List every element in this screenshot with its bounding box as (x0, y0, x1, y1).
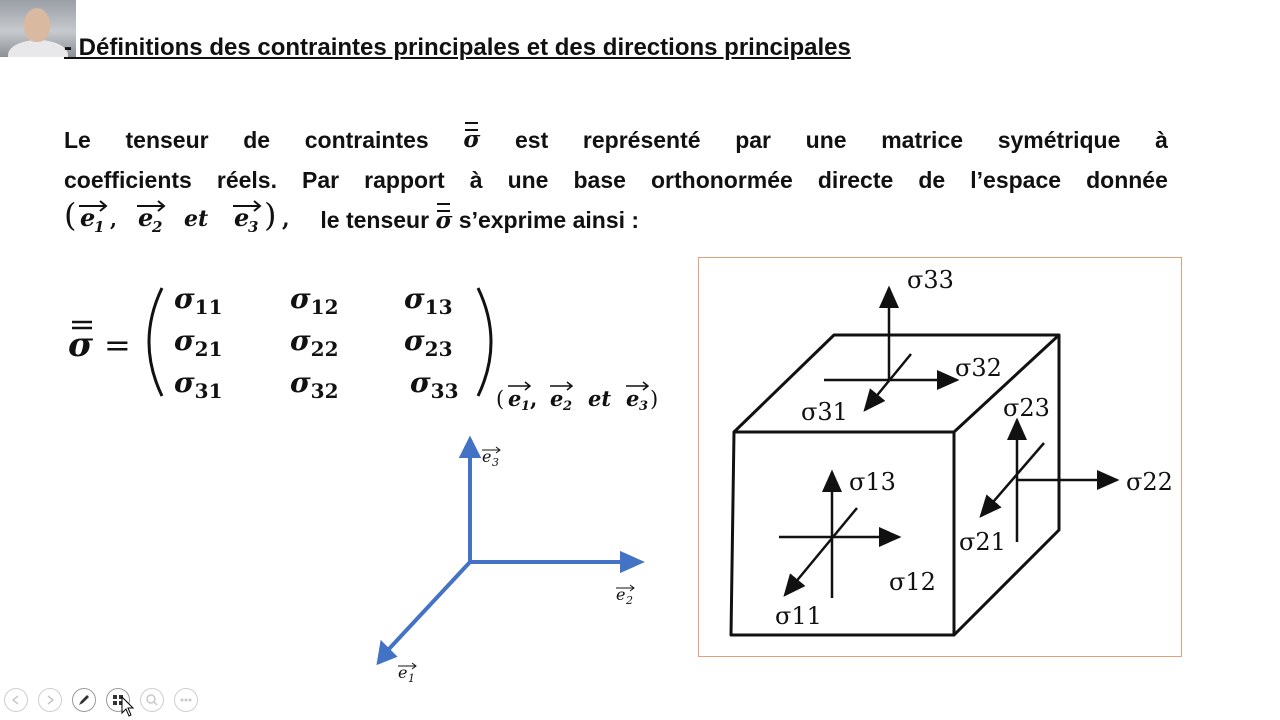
next-icon[interactable] (38, 688, 62, 712)
zoom-icon[interactable] (140, 688, 164, 712)
label-sigma-33: σ33 (907, 266, 954, 294)
svg-text:,: , (282, 205, 290, 232)
label-sigma-31: σ31 (801, 398, 848, 426)
svg-text:3: 3 (492, 456, 499, 469)
slide-title: - Définitions des contraintes principales et des directions principales (64, 34, 851, 61)
svg-text:σ21: $\sigma_{21}$ (174, 324, 223, 361)
svg-text:e: e (626, 386, 640, 411)
stress-tensor-matrix (60, 270, 680, 420)
label-sigma-11: σ11 (775, 602, 822, 630)
svg-text:σ33: $\sigma_{33}$ (410, 366, 459, 403)
svg-text:e: e (398, 663, 408, 682)
paragraph-line-3-end: s’exprime ainsi : (458, 207, 640, 233)
pen-icon[interactable] (72, 688, 96, 712)
svg-text:1: 1 (521, 399, 531, 414)
svg-text:et: et (588, 386, 612, 411)
svg-text:σ22: $\sigma_{22}$ (290, 324, 339, 361)
paragraph-line-2: coefficients réels. Par rapport à une base orthonormée directe de l’espace donnée (64, 167, 1168, 193)
matrix-lhs: σ (68, 325, 94, 365)
svg-text:σ31: $\sigma_{31}$ (174, 366, 223, 403)
slideshow-toolbar (4, 688, 198, 712)
svg-text:1: 1 (408, 672, 415, 685)
paragraph-line-3 (64, 195, 1168, 241)
svg-text:(: ( (64, 195, 77, 234)
svg-text:2: 2 (563, 399, 573, 414)
svg-text:2: 2 (152, 217, 163, 236)
svg-text:e: e (138, 202, 154, 232)
label-sigma-21: σ21 (959, 528, 1006, 556)
axis-e1 (388, 562, 470, 650)
svg-text:,: , (110, 206, 117, 231)
svg-text:3: 3 (639, 399, 649, 414)
basis-expression (64, 196, 294, 240)
mouse-cursor-icon (121, 696, 135, 718)
basis-et: et (184, 205, 209, 232)
label-sigma-12: σ12 (889, 568, 936, 596)
svg-text:σ32: $\sigma_{32}$ (290, 366, 339, 403)
svg-text:σ11: $\sigma_{11}$ (174, 282, 223, 319)
more-icon[interactable] (174, 688, 198, 712)
svg-text:σ23: $\sigma_{23}$ (404, 324, 453, 361)
stress-cube-drawing (699, 258, 1181, 656)
svg-text:e: e (616, 585, 626, 604)
svg-text:e: e (482, 447, 492, 466)
svg-text:3: 3 (248, 217, 259, 236)
stress-cube-figure (698, 257, 1182, 657)
svg-text:): ) (264, 195, 277, 234)
sigma-tensor-symbol: σ (463, 120, 480, 160)
label-sigma-13: σ13 (849, 468, 896, 496)
paragraph-line-3-text: le tenseur (320, 207, 430, 233)
svg-text:(: ( (496, 387, 505, 411)
svg-text:σ13: $\sigma_{13}$ (404, 282, 453, 319)
svg-text:σ12: $\sigma_{12}$ (290, 282, 339, 319)
svg-text:e: e (80, 202, 96, 232)
svg-text:e: e (508, 386, 522, 411)
matrix-equals: = (104, 326, 131, 364)
previous-icon[interactable] (4, 688, 28, 712)
svg-text:1: 1 (94, 217, 105, 236)
label-sigma-32: σ32 (955, 354, 1002, 382)
paragraph-line-1: Le tenseur de contraintes σ est représenté par une matrice symétrique à (64, 120, 1168, 160)
svg-text:e: e (550, 386, 564, 411)
svg-text:,: , (530, 386, 538, 411)
svg-text:): ) (650, 387, 659, 411)
label-sigma-22: σ22 (1126, 468, 1173, 496)
label-sigma-23: σ23 (1003, 394, 1050, 422)
sigma-tensor-symbol-2: σ (435, 201, 452, 241)
basis-axes (370, 430, 650, 690)
svg-text:e: e (234, 202, 250, 232)
intro-paragraph (64, 120, 1168, 241)
svg-text:2: 2 (626, 594, 633, 607)
